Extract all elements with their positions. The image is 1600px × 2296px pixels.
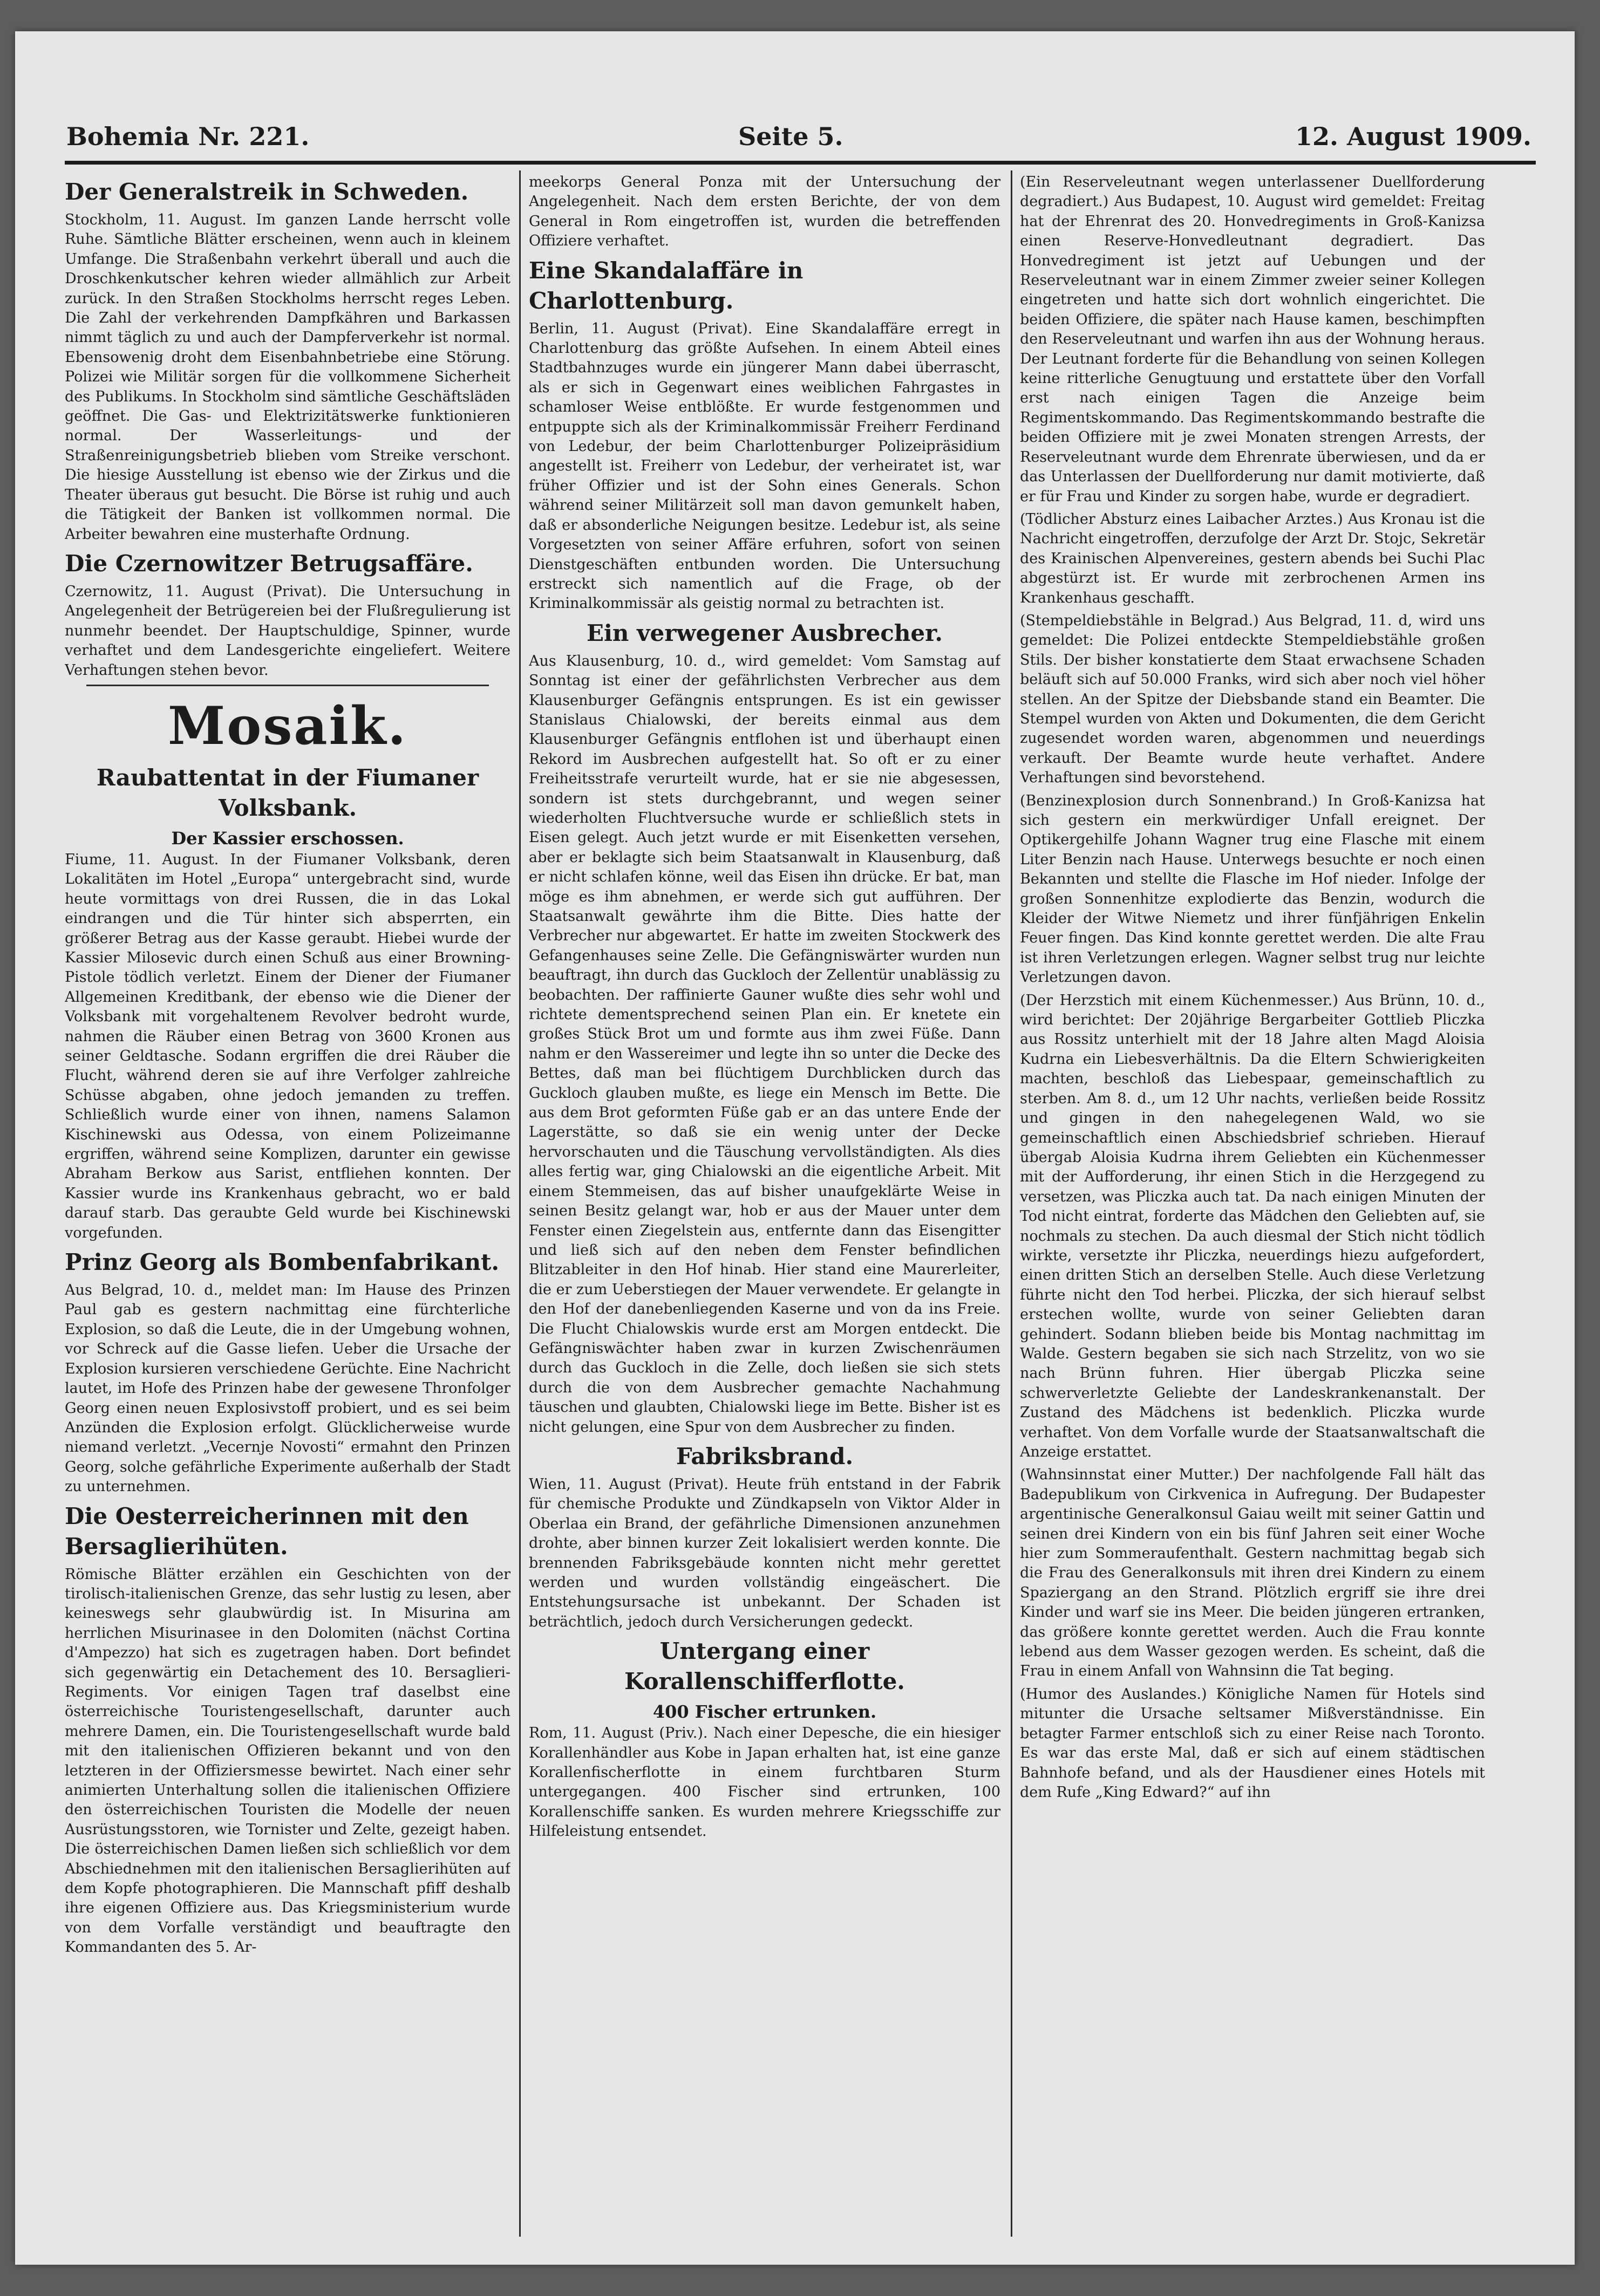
article-body: Czernowitz, 11. August (Privat). Die Untersuchung in Angelegenheit der Betrügereien bei der Flußregulierung ist nunmehr beendet. Der Hauptschuldige, Spinner, wurde verhaftet und dem Landesgerichte eingeliefert. Weitere Verhaftungen stehen bevor. — [65, 583, 510, 679]
article-headline: Die Oesterreicherinnen mit den Bersaglierihüten. — [65, 1502, 469, 1560]
column-1 — [65, 173, 510, 2239]
article-headline: Fabriksbrand. — [676, 1443, 854, 1470]
column-divider — [519, 170, 521, 2237]
article-body: Rom, 11. August (Priv.). Nach einer Depesche, die ein hiesiger Korallenhändler aus Kobe in Japan erhalten hat, ist eine ganze Korallenfischerflotte in einem furchtbaren Sturm untergegangen. 400 Fischer sind ertrunken, 100 Korallenschiffe sanken. Es wurden mehrere Kriegsschiffe zur Hilfeleistung entsendet. — [529, 1725, 1000, 1840]
header-rule — [65, 161, 1536, 165]
article-body: Aus Belgrad, 10. d., meldet man: Im Hause des Prinzen Paul gab es gestern nachmittag eine fürchterliche Explosion, so daß die Leute, die in der Umgebung wohnen, vor Schreck auf die Gasse liefen. Ueber die Ursache der Explosion kursieren verschiedene Gerüchte. Eine Nachricht lautet, im Hofe des Prinzen habe der gewesene Thronfolger Georg einen neuen Explosivstoff probiert, und es sei beim Anzünden die Explosion erfolgt. Glücklicherweise wurde niemand verletzt. „Vecernje Novosti“ ermahnt den Prinzen Georg, solche gefährliche Experimente außerhalb der Stadt zu unternehmen. — [65, 1282, 510, 1495]
news-item: (Ein Reserveleutnant wegen unterlassener Duellforderung degradiert.) Aus Budapest, 10. August wird gemeldet: Freitag hat der Ehrenrat des 20. Honvedregiments in Groß-Kanizsa einen Reserve-Honvedleutnant degradiert. Das Honvedregiment ist jetzt auf Uebungen und der Reserveleutnant war in einem Zimmer zweier seiner Kollegen eingetreten und hatte sich dort wohnlich eingerichtet. Die beiden Offiziere, die später nach Hause kamen, beschimpften den Reserveleutnant und warfen ihn aus der Wohnung heraus. Der Leutnant forderte für die Behandlung von seinen Kollegen keine ritterliche Genugtuung und erstattete über den Vorfall erst nach einigen Tagen die Anzeige beim Regimentskommando. Das Regimentskommando bestrafte die beiden Offiziere mit je zwei Monaten strengen Arrests, der Reserveleutnant wurde dem Ehrenrate überwiesen, und da er das Unterlassen der Duellforderung nur damit motivierte, daß er für Frau und Kinder zu sorgen habe, wurde er degradiert. — [1020, 174, 1485, 505]
article-headline: Eine Skandalaffäre in Charlottenburg. — [529, 257, 804, 314]
article-headline: Untergang einer Korallenschifferflotte. — [624, 1638, 905, 1695]
news-item: (Stempeldiebstähle in Belgrad.) Aus Belgrad, 11. d, wird uns gemeldet: Die Polizei entdeckte Stempeldiebstähle großen Stils. Der bisher konstatierte dem Staat erwachsene Schaden beläuft sich auf 50.000 Franks, wird sich aber noch viel höher stellen. An der Spitze der Diebsbande stand ein Beamter. Die Stempel wurden von Akten und Dokumenten, die dem Gericht zugesendet worden waren, abgenommen und neuerdings verkauft. Der Beamte wurde heute verhaftet. Andere Verhaftungen sind bevorstehend. — [1020, 612, 1485, 787]
page-number: Seite 5. — [738, 122, 843, 151]
column-divider — [1011, 170, 1012, 2237]
article-headline: Prinz Georg als Bombenfabrikant. — [65, 1249, 500, 1276]
section-rule — [86, 685, 489, 686]
article-body: Stockholm, 11. August. Im ganzen Lande herrscht volle Ruhe. Sämtliche Blätter erscheinen, wenn auch in kleinem Umfange. Die Straßenbahn verkehrt überall und auch die Droschkenkutscher kehren wieder allmählich zur Arbeit zurück. In den Straßen Stockholms herrscht reges Leben. Die Zahl der verkehrenden Dampfkähren und Barkassen nimmt täglich zu und auch der Dampferverkehr ist normal. Ebensowenig droht dem Eisenbahnbetriebe eine Störung. Polizei wie Militär sorgen für die vollkommene Sicherheit des Publikums. In Stockholm sind sämtliche Geschäftsläden geöffnet. Die Gas- und Elektrizitätswerke funktionieren normal. Der Wasserleitungs- und der Straßenreinigungsbetrieb blieben vom Streike verschont. Die hiesige Ausstellung ist ebenso wie der Zirkus und die Theater überaus gut besucht. Die Börse ist ruhig und auch die Tätigkeit der Banken ist vollkommen normal. Die Arbeiter bewahren eine musterhafte Ordnung. — [65, 211, 510, 543]
news-item: (Wahnsinnstat einer Mutter.) Der nachfolgende Fall hält das Badepublikum von Cirkvenica in Aufregung. Der Budapester argentinische Generalkonsul Gaiau weilt mit seiner Gattin und seinen drei Kindern von ein bis fünf Jahren seit einer Woche hier zum Sommeraufenthalt. Gestern nachmittag begab sich die Frau des Generalkonsuls mit ihren drei Kindern zu einem Spaziergang an den Strand. Plötzlich ergriff sie ihre drei Kinder und warf sie ins Meer. Die beiden jüngeren ertranken, das größere konnte gerettet werden. Auch die Frau konnte lebend aus dem Wasser gezogen werden. Es scheint, daß die Frau in einem Anfall von Wahnsinn die Tat beging. — [1020, 1466, 1485, 1680]
news-item: (Humor des Auslandes.) Königliche Namen für Hotels sind mitunter die Ursache seltsamer Mißverständnisse. Ein betagter Farmer entschloß sich zu einer Reise nach Toronto. Es war das erste Mal, daß er sich auf einem städtischen Bahnhofe befand, und als der Hausdiener eines Hotels mit dem Rufe „King Edward?“ auf ihn — [1020, 1685, 1485, 1801]
column-3 — [1020, 173, 1485, 2239]
article-headline: Der Generalstreik in Schweden. — [65, 179, 469, 205]
masthead-title: Bohemia Nr. 221. — [66, 122, 310, 151]
article-body: Berlin, 11. August (Privat). Eine Skandalaffäre erregt in Charlottenburg das größte Aufsehen. In einem Abteil eines Stadtbahnzuges wurde ein jüngerer Mann dabei überrascht, als er sich in Gegenwart eines weiblichen Fahrgastes in schamloser Weise entblößte. Er wurde festgenommen und entpuppte sich als der Kriminalkommissär Freiherr Ferdinand von Ledebur, der beim Charlottenburger Polizeipräsidium angestellt ist. Freiherr von Ledebur, der verheiratet ist, war früher Offizier und ist der Sohn eines Generals. Schon während seiner Militärzeit soll man davon gemunkelt haben, daß er absonderliche Neigungen besitze. Ledebur ist, als seine Vorgesetzten von seiner Affäre erfuhren, sofort von seinen Dienstgeschäften entbunden worden. Die Untersuchung erstreckt sich namentlich auf die Frage, ob der Kriminalkommissär als geistig normal zu betrachten ist. — [529, 320, 1000, 612]
article-headline: Ein verwegener Ausbrecher. — [586, 619, 943, 646]
issue-date: 12. August 1909. — [1295, 122, 1531, 151]
article-headline: Raubattentat in der Fiumaner Volksbank. — [96, 764, 479, 821]
article-subheadline: 400 Fischer ertrunken. — [652, 1702, 877, 1723]
article-body: Römische Blätter erzählen ein Geschichten von der tirolisch-italienischen Grenze, das sehr lustig zu lesen, aber keineswegs sehr glaubwürdig ist. In Misurina am herrlichen Misurinasee in den Dolomiten (nächst Cortina d'Ampezzo) hat sich es zugetragen haben. Dort befindet sich gegenwärtig ein Detachement des 10. Bersaglieri-Regiments. Vor einigen Tagen traf daselbst eine österreichische Touristengesellschaft, darunter auch mehrere Damen, ein. Die Touristengesellschaft wurde bald mit den italienischen Offizieren bekannt und von den letzteren in der Offiziersmesse bewirtet. Nach einer sehr animierten Unterhaltung sollen die italienischen Offiziere den österreichischen Touristen die Modelle der neuen Ausrüstungsstoren, wie Tornister und Zelte, gezeigt haben. Die österreichischen Damen ließen sich schließlich vor dem Abschiednehmen mit den italienischen Bersaglierihüten auf dem Kopfe photographieren. Die Mannschaft pfiff deshalb ihre eigenen Offiziere aus. Das Kriegsministerium wurde von dem Vorfalle verständigt und beauftragte den Kommandanten des 5. Ar- — [65, 1566, 510, 1956]
news-item: (Benzinexplosion durch Sonnenbrand.) In Groß-Kanizsa hat sich gestern ein merkwürdiger Unfall ereignet. Der Optikergehilfe Johann Wagner trug eine Flasche mit einem Liter Benzin nach Hause. Unterwegs besuchte er noch einen Bekannten und stellte die Flasche im Hof nieder. Infolge der großen Sonnenhitze explodierte das Benzin, wodurch die Kleider der Witwe Niemetz und ihrer fünfjährigen Enkelin Feuer fingen. Das Kind konnte gerettet werden. Die alte Frau ist ihren Verletzungen erlegen. Wagner selbst trug nur leichte Verletzungen davon. — [1020, 792, 1485, 986]
article-body: meekorps General Ponza mit der Untersuchung der Angelegenheit. Nach dem ersten Berichte, der von dem General in Rom eingetroffen ist, wurden die betreffenden Offiziere verhaftet. — [529, 174, 1000, 250]
news-item: (Tödlicher Absturz eines Laibacher Arztes.) Aus Kronau ist die Nachricht eingetroffen, derzufolge der Arzt Dr. Stojc, Sekretär des Krainischen Alpenvereines, gestern abends bei Suchi Plac abgestürzt ist. Er wurde mit zerbrochenen Armen ins Krankenhaus geschafft. — [1020, 510, 1485, 606]
newspaper-page — [15, 31, 1575, 2265]
column-2 — [529, 173, 1000, 2239]
article-body: Fiume, 11. August. In der Fiumaner Volksbank, deren Lokalitäten im Hotel „Europa“ untergebracht sind, wurde heute vormittags von drei Russen, die in das Lokal eindrangen und die Tür hinter sich absperrten, ein größerer Betrag aus der Kasse geraubt. Hiebei wurde der Kassier Milosevic durch einen Schuß aus einer Browning-Pistole tödlich verletzt. Einem der Diener der Fiumaner Allgemeinen Kreditbank, der ebenso wie die Diener der Volksbank mit vorgehaltenem Revolver bedroht wurde, nahmen die Räuber einen Betrag von 3600 Kronen aus seiner Geldtasche. Sodann ergriffen die drei Räuber die Flucht, während deren sie auf ihre Verfolger zahlreiche Schüsse abgaben, ohne jedoch jemanden zu treffen. Schließlich wurde einer von ihnen, namens Salamon Kischinewski aus Odessa, von einem Polizeimanne ergriffen, während seine Komplizen, darunter ein gewisse Abraham Berkow aus Sarist, entfliehen konnten. Der Kassier wurde ins Krankenhaus gebracht, wo er bald darauf starb. Das geraubte Geld wurde bei Kischinewski vorgefunden. — [65, 851, 510, 1241]
article-headline: Die Czernowitzer Betrugsaffäre. — [65, 550, 473, 577]
news-item: (Der Herzstich mit einem Küchenmesser.) Aus Brünn, 10. d., wird berichtet: Der 20jährige Bergarbeiter Gottlieb Pliczka aus Rossitz unterhielt mit der 18 Jahre alten Magd Aloisia Kudrna ein Liebesverhältnis. Da die Eltern Schwierigkeiten machten, beschloß das Liebespaar, gemeinschaftlich zu sterben. Am 8. d., um 12 Uhr nachts, verließen beide Rossitz und gingen in den nahegelegenen Wald, wo sie gemeinschaftlich einen Abschiedsbrief schrieben. Hierauf übergab Aloisia Kudrna ihrem Geliebten ein Küchenmesser mit der Aufforderung, ihr einen Stich in die Herzgegend zu versetzen, was Pliczka auch tat. Da nach einigen Minuten der Tod nicht eintrat, forderte das Mädchen den Geliebten auf, sie nochmals zu stechen. Da auch diesmal der Stich nicht tödlich wirkte, versetzte ihr Pliczka, neuerdings hiezu aufgefordert, einen dritten Stich an derselben Stelle. Auch diese Verletzung führte nicht den Tod herbei. Pliczka, der sich hierauf selbst erstechen wollte, wurde von seiner Geliebten daran gehindert. Sodann blieben beide bis Montag nachmittag im Walde. Gestern begaben sie sich nach Strzelitz, von wo sie nach Brünn fuhren. Hier übergab Pliczka seine schwerverletzte Geliebte der Landeskrankenanstalt. Der Zustand des Mädchens ist bedenklich. Pliczka wurde verhaftet. Von dem Vorfalle wurde der Staatsanwaltschaft die Anzeige erstattet. — [1020, 992, 1485, 1460]
article-subheadline: Der Kassier erschossen. — [171, 828, 404, 849]
section-title: Mosaik. — [168, 695, 407, 756]
article-body: Wien, 11. August (Privat). Heute früh entstand in der Fabrik für chemische Produkte und Zündkapseln von Viktor Alder in Oberlaa ein Brand, der gefährliche Dimensionen anzunehmen drohte, aber binnen kurzer Zeit lokalisiert werden konnte. Die brennenden Fabriksgebäude konnten nicht mehr gerettet werden und wurden vollständig eingeäschert. Die Entstehungsursache ist unbekannt. Der Schaden ist beträchtlich, jedoch durch Versicherungen gedeckt. — [529, 1475, 1000, 1630]
article-body: Aus Klausenburg, 10. d., wird gemeldet: Vom Samstag auf Sonntag ist einer der gefährlichsten Verbrecher aus dem Klausenburger Gefängnis entsprungen. Es ist ein gewisser Stanislaus Chialowski, der bereits einmal aus dem Klausenburger Gefängnis entflohen ist und überhaupt einen Rekord im Ausbrechen aufgestellt hat. So oft er zu einer Freiheitsstrafe verurteilt wurde, hat er sie nie abgesessen, sondern ist stets durchgebrannt, und wegen seiner wiederholten Fluchtversuche wurde er schließlich stets in Eisen gelegt. Auch jetzt wurde er mit Eisenketten versehen, aber er beklagte sich beim Staatsanwalt in Klausenburg, daß er nicht schlafen könne, weil das Eisen ihn drücke. Er bat, man möge es ihm abnehmen, er werde sich gut aufführen. Der Staatsanwalt gewährte ihm die Bitte. Dies hatte der Verbrecher nur abgewartet. Er hatte im zweiten Stockwerk des Gefangenhauses seine Zelle. Die Gefängniswärter wurden nun beauftragt, ihn durch das Guckloch der Zellentür unablässig zu beobachten. Der raffinierte Gauner wußte dies sehr wohl und richtete dementsprechend seinen Plan ein. Er knetete ein großes Stück Brot um und formte aus ihm zwei Füße. Dann nahm er den Wassereimer und legte ihn so unter die Decke des Bettes, daß man bei flüchtigem Durchblicken durch das Guckloch glauben mußte, es liege ein Mensch im Bette. Die aus dem Brot geformten Füße gab er an das untere Ende der Lagerstätte, so daß sie ein wenig unter der Decke hervorschauten und die Täuschung vervollständigten. Als dies alles fertig war, ging Chialowski an die eigentliche Arbeit. Mit einem Stemmeisen, das auf bisher unaufgeklärte Weise in seinen Besitz gelangt war, hob er aus der Mauer unter dem Fenster einen Ziegelstein aus, entfernte dann das Eisengitter und ließ sich auf den neben dem Fenster befindlichen Blitzableiter in den Hof hinab. Hier stand eine Maurerleiter, die er zum Ueberstiegen der Mauer verwendete. Er gelangte in den Hof der danebenliegenden Kaserne und von da ins Freie. Die Flucht Chialowskis wurde erst am Morgen entdeckt. Die Gefängniswächter haben zwar in kurzen Zwischenräumen durch das Guckloch in die Zelle, doch ließen sie sich stets durch die von dem Ausbrecher gemachte Nachahmung täuschen und glaubten, Chialowski liege im Bette. Bisher ist es nicht gelungen, eine Spur von dem Ausbrecher zu finden. — [529, 652, 1000, 1436]
